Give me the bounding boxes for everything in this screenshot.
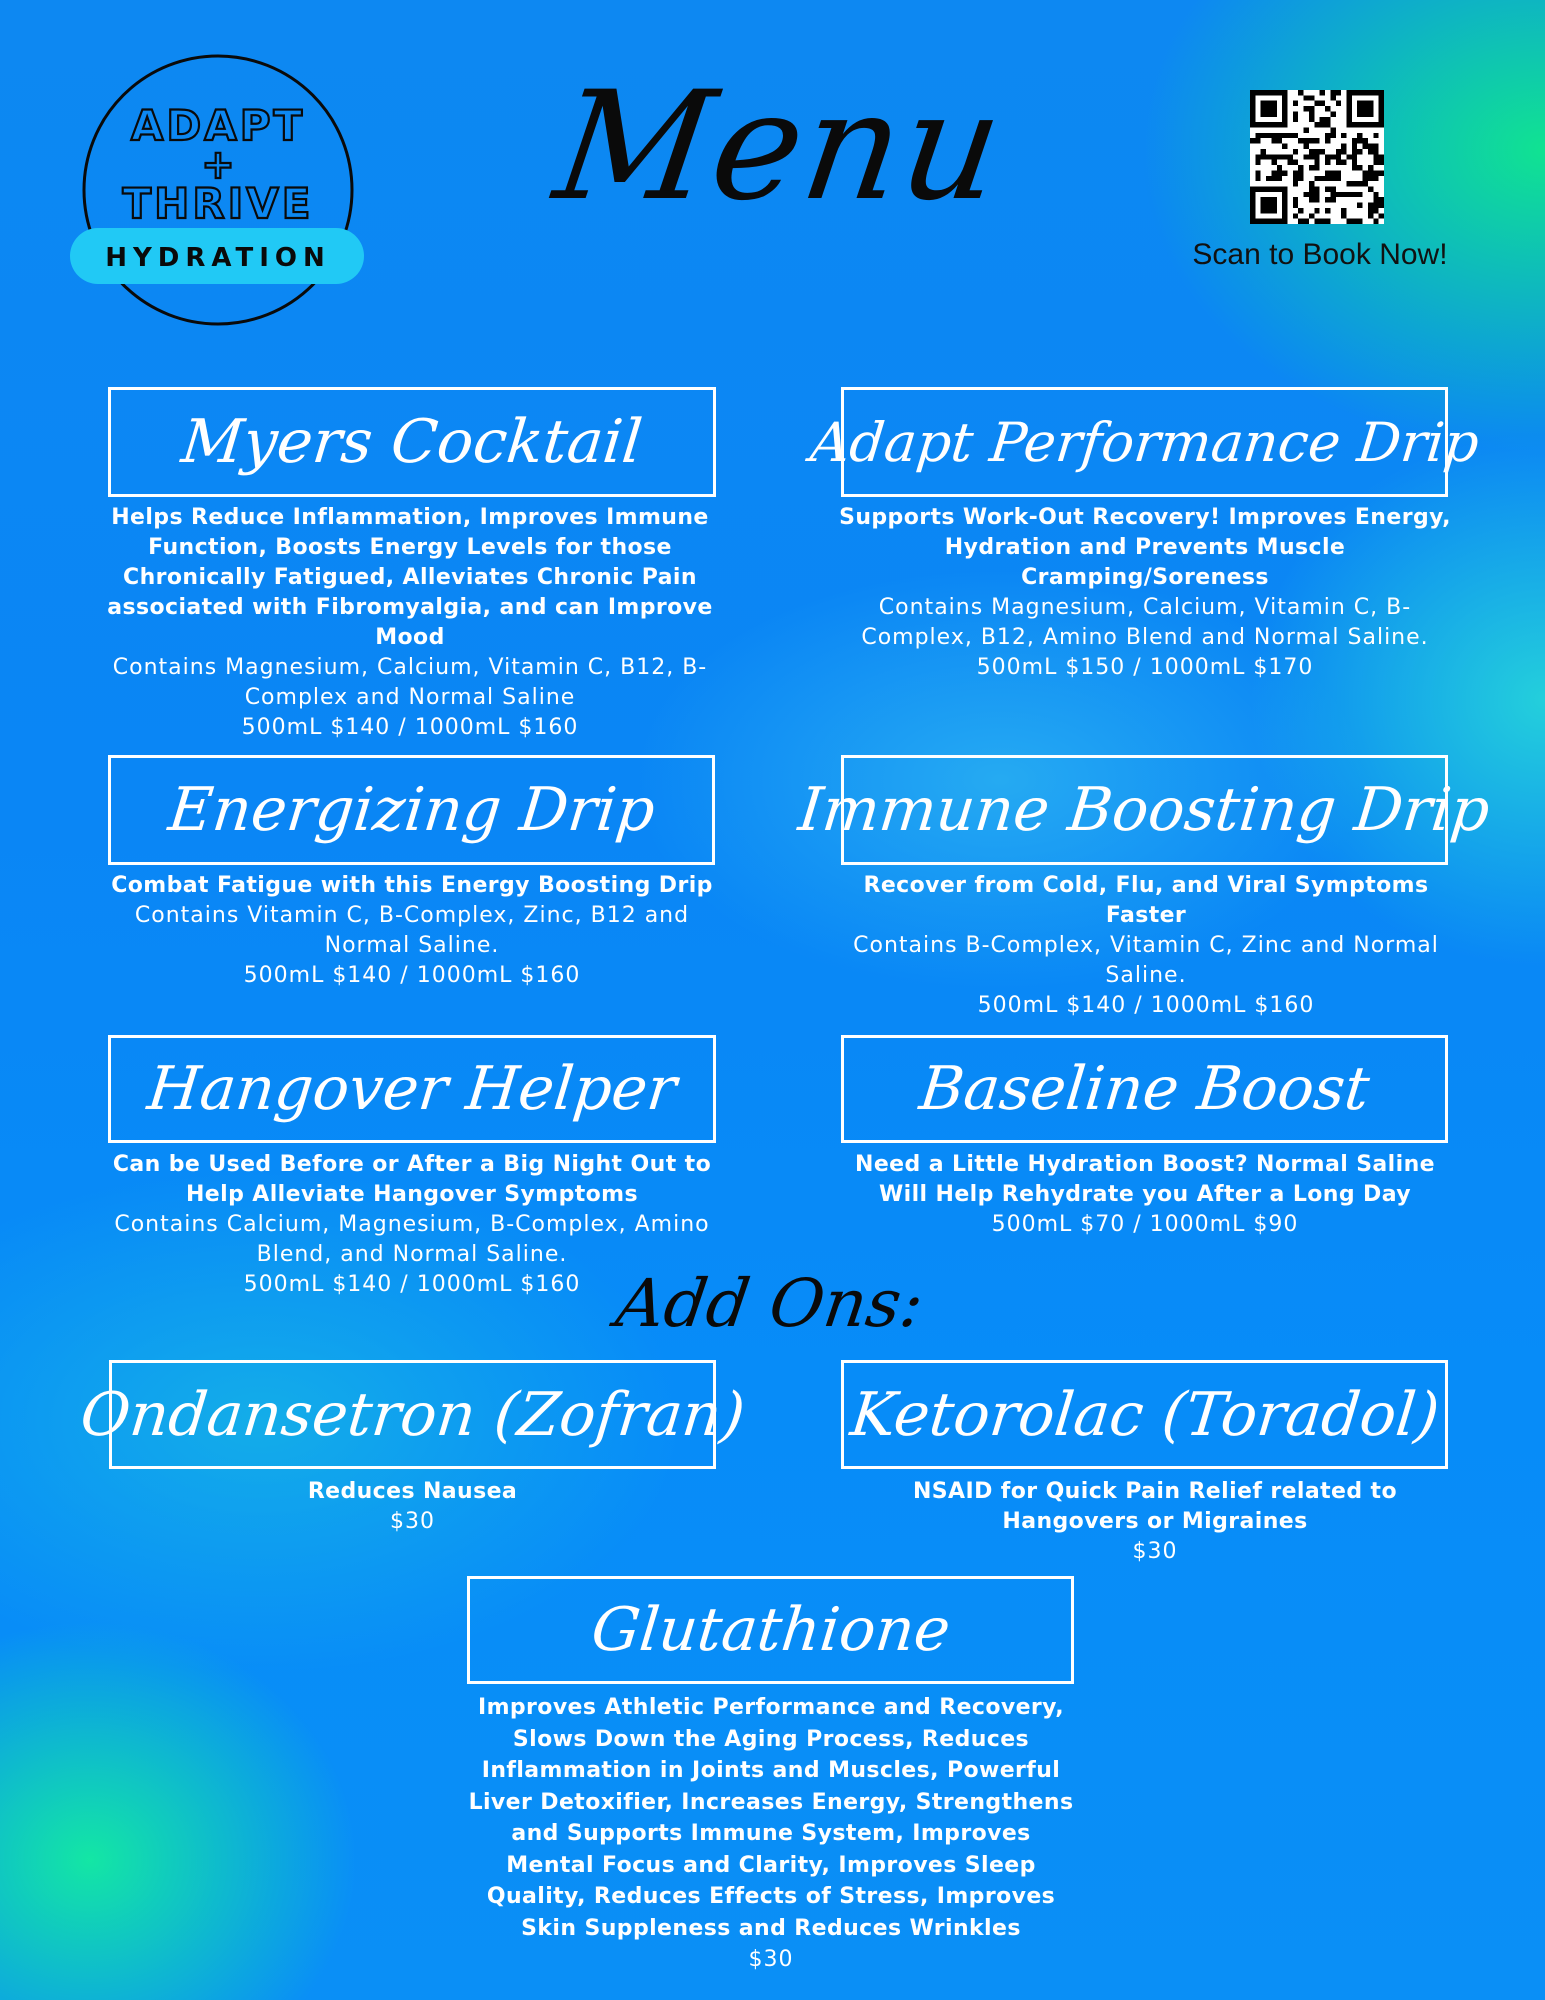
addon-price: $30 xyxy=(390,1509,435,1534)
addon-benefit: Reduces Nausea xyxy=(307,1479,518,1504)
item-benefit: Need a Little Hydration Boost? Normal Saline Will Help Rehydrate you After a Long Day xyxy=(855,1152,1435,1207)
menu-item-myers-cocktail xyxy=(108,387,716,497)
logo-pill-text: HYDRATION xyxy=(105,243,331,273)
item-description xyxy=(850,1150,1440,1240)
item-price: 500mL $70 / 1000mL $90 xyxy=(991,1212,1299,1237)
addon-title: Ketorolac (Toradol) xyxy=(846,1379,1443,1450)
item-benefit: Helps Reduce Inflammation, Improves Immune Function, Boosts Energy Levels for those Chronically Fatigued, Alleviates Chronic Pain associated with Fibromyalgia, and can Improve Mood xyxy=(107,505,713,650)
logo-line1: ADAPT xyxy=(130,101,306,150)
item-title: Hangover Helper xyxy=(144,1054,680,1124)
item-benefit: Supports Work-Out Recovery! Improves Energy, Hydration and Prevents Muscle Cramping/Soreness xyxy=(839,505,1451,590)
qr-code[interactable] xyxy=(1250,90,1384,224)
brand-logo xyxy=(68,50,368,330)
item-benefit: Combat Fatigue with this Energy Boosting Drip xyxy=(111,873,713,898)
item-title: Energizing Drip xyxy=(165,775,658,845)
addon-ketorolac xyxy=(841,1360,1448,1469)
logo-line2: + xyxy=(201,142,235,188)
item-title: Myers Cocktail xyxy=(178,407,646,477)
addon-benefit: NSAID for Quick Pain Relief related to Hangovers or Migraines xyxy=(913,1479,1397,1534)
addon-description xyxy=(465,1692,1077,1976)
addon-price: $30 xyxy=(748,1947,794,1972)
item-title: Baseline Boost xyxy=(916,1054,1373,1124)
item-price: 500mL $140 / 1000mL $160 xyxy=(243,1272,581,1297)
item-ingredients: Contains Calcium, Magnesium, B-Complex, Amino Blend, and Normal Saline. xyxy=(114,1212,710,1267)
addon-description xyxy=(109,1477,716,1537)
item-description xyxy=(110,871,714,991)
item-ingredients: Contains Magnesium, Calcium, Vitamin C, B-Complex, B12, Amino Blend and Normal Saline. xyxy=(861,595,1429,650)
item-ingredients: Contains Magnesium, Calcium, Vitamin C, B12, B-Complex and Normal Saline xyxy=(112,655,708,710)
page-title: Menu xyxy=(545,60,1015,234)
addon-price: $30 xyxy=(1132,1539,1178,1564)
item-price: 500mL $150 / 1000mL $170 xyxy=(976,655,1314,680)
addon-glutathione xyxy=(467,1576,1074,1684)
item-price: 500mL $140 / 1000mL $160 xyxy=(241,715,579,740)
addon-title: Ondansetron (Zofran) xyxy=(77,1379,748,1450)
addon-title: Glutathione xyxy=(587,1595,954,1665)
logo-graphic xyxy=(68,50,368,330)
item-title: Immune Boosting Drip xyxy=(795,775,1494,845)
item-benefit: Recover from Cold, Flu, and Viral Symptoms Faster xyxy=(863,873,1429,928)
logo-line3: THRIVE xyxy=(122,179,314,228)
item-price: 500mL $140 / 1000mL $160 xyxy=(243,963,581,988)
scan-to-book-text: Scan to Book Now! xyxy=(1192,238,1448,271)
addon-ondansetron xyxy=(77,1360,748,1469)
item-benefit: Can be Used Before or After a Big Night Out to Help Alleviate Hangover Symptoms xyxy=(112,1152,712,1207)
menu-item-adapt-performance-drip xyxy=(807,387,1482,497)
addon-description xyxy=(880,1477,1430,1567)
item-ingredients: Contains Vitamin C, B-Complex, Zinc, B12 and Normal Saline. xyxy=(134,903,690,958)
menu-item-hangover-helper xyxy=(108,1035,716,1143)
item-description xyxy=(100,503,720,743)
item-title: Adapt Performance Drip xyxy=(807,410,1482,474)
item-description xyxy=(834,503,1456,683)
addon-benefit: Improves Athletic Performance and Recovery, Slows Down the Aging Process, Reduces Inflammation in Joints and Muscles, Powerful Liver Detoxifier, Increases Energy, Strengthens and Supports Immune System, Improves Mental Focus and Clarity, Improves Sleep Quality, Reduces Effects of Stress, Improves Skin Suppleness and Reduces Wrinkles xyxy=(468,1695,1074,1941)
menu-item-immune-boosting-drip xyxy=(795,755,1494,865)
qr-code-icon xyxy=(1250,90,1384,224)
menu-item-energizing-drip xyxy=(108,755,715,865)
item-price: 500mL $140 / 1000mL $160 xyxy=(977,993,1315,1018)
menu-item-baseline-boost xyxy=(841,1035,1448,1143)
addons-heading: Add Ons: xyxy=(611,1265,929,1342)
item-ingredients: Contains B-Complex, Vitamin C, Zinc and Normal Saline. xyxy=(853,933,1439,988)
item-description xyxy=(844,871,1448,1021)
